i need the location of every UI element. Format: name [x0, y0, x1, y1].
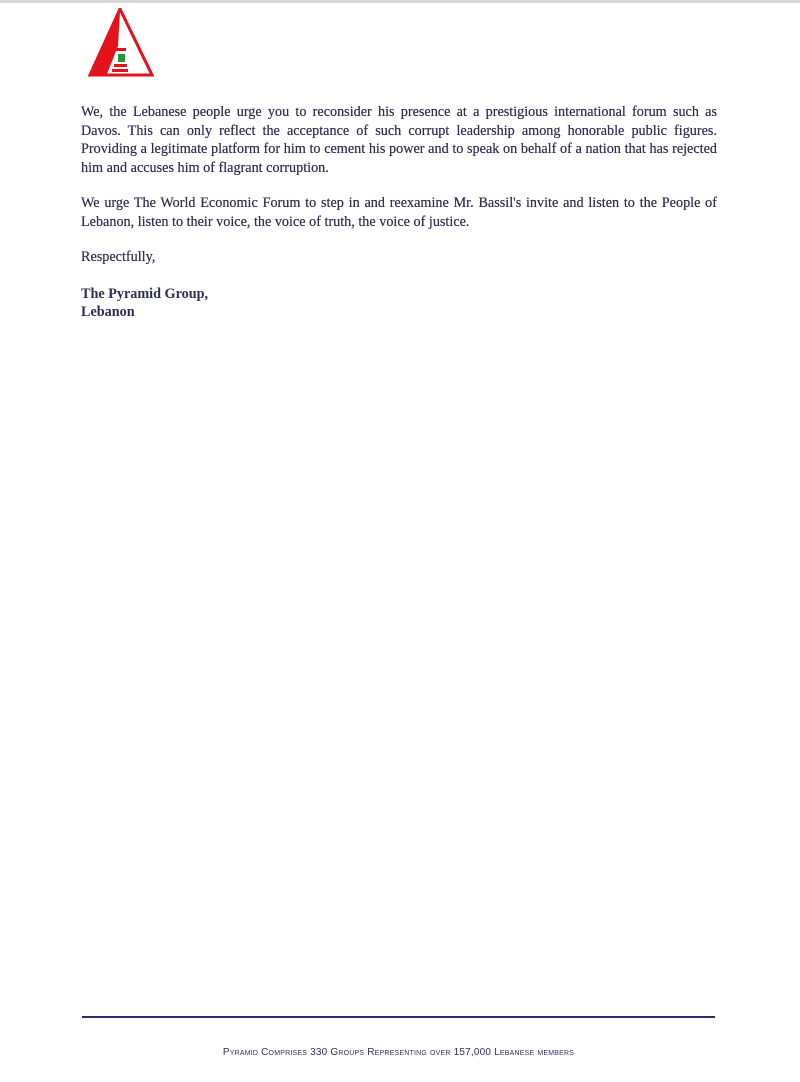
top-border [0, 0, 800, 3]
signature-block [81, 285, 717, 322]
letter-closing: Respectfully, [81, 249, 156, 265]
footer-text: Pyramid Comprises 330 Groups Representing over 157,000 Lebanese members [222, 1047, 575, 1058]
footer-divider [82, 1016, 715, 1018]
pyramid-logo-icon [88, 8, 154, 78]
letter-body [81, 103, 717, 322]
signature-organization: The Pyramid Group, [81, 285, 209, 302]
letter-paragraph-1: We, the Lebanese people urge you to reconsider his presence at a prestigious international forum such as Davos. This can only reflect the acceptance of such corrupt leadership among honorable public figures. Providing a legitimate platform for him to cement his power and to speak on behalf of a nation that has rejected him and accuses him of flagrant corruption. [81, 104, 717, 176]
signature-country: Lebanon [81, 304, 135, 320]
letter-paragraph-2: We urge The World Economic Forum to step in and reexamine Mr. Bassil's invite and listen to the People of Lebanon, listen to their voice, the voice of truth, the voice of justice. [81, 195, 717, 230]
